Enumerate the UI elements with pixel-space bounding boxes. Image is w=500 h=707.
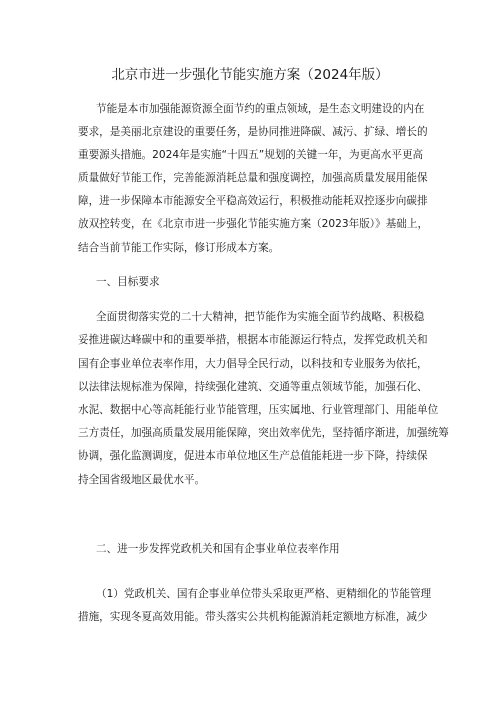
body-line: 国有企事业单位表率作用，大力倡导全民行动，以科技和专业服务为依托， (78, 358, 428, 370)
body-line: 以法律法规标准为保障，持续强化建筑、交通等重点领域节能，加强石化、 (78, 381, 428, 393)
section-heading: 一、目标要求 (96, 276, 160, 288)
body-line: 放双控转变，在《北京市进一步强化节能实施方案（2023年版）》基础上， (78, 218, 429, 230)
body-line: 三方责任，加强高质量发展用能保障，突出效率优先，坚持循序渐进，加强统筹 (78, 427, 449, 439)
body-line: 节能是本市加强能源资源全面节约的重点领域，是生态文明建设的内在 (96, 103, 425, 115)
body-line: 妥推进碳达峰碳中和的重要举措，根据本市能源运行特点，发挥党政机关和 (78, 334, 428, 346)
body-line: 持全国省级地区最优水平。 (78, 474, 206, 486)
body-line: 要求，是美丽北京建设的重要任务，是协同推进降碳、减污、扩绿、增长的 (78, 126, 428, 138)
document-title: 北京市进一步强化节能实施方案（2024年版） (111, 67, 389, 83)
body-line: 措施，实现冬夏高效用能。带头落实公共机构能源消耗定额地方标准，减少 (78, 611, 428, 623)
body-line: 质量做好节能工作，完善能源消耗总量和强度调控，加强高质量发展用能保 (78, 172, 428, 184)
body-line: 全面贯彻落实党的二十大精神，把节能作为实施全面节约战略、积极稳 (96, 311, 425, 323)
body-line: 障，进一步保障本市能源安全平稳高效运行，积极推动能耗双控逐步向碳排 (78, 195, 428, 207)
body-line: 协调，强化监测调度，促进本市单位地区生产总值能耗进一步下降，持续保 (78, 450, 428, 462)
body-line: 水泥、数据中心等高耗能行业节能管理，压实属地、行业管理部门、用能单位 (78, 404, 439, 416)
body-line: 重要源头措施。2024年是实施“十四五”规划的关键一年，为更高水平更高 (78, 149, 424, 161)
section-heading: 二、进一步发挥党政机关和国有企事业单位表率作用 (96, 543, 340, 555)
body-line: 结合当前节能工作实际，修订形成本方案。 (78, 242, 280, 254)
body-line: （1）党政机关、国有企事业单位带头采取更严格、更精细化的节能管理 (96, 588, 432, 600)
